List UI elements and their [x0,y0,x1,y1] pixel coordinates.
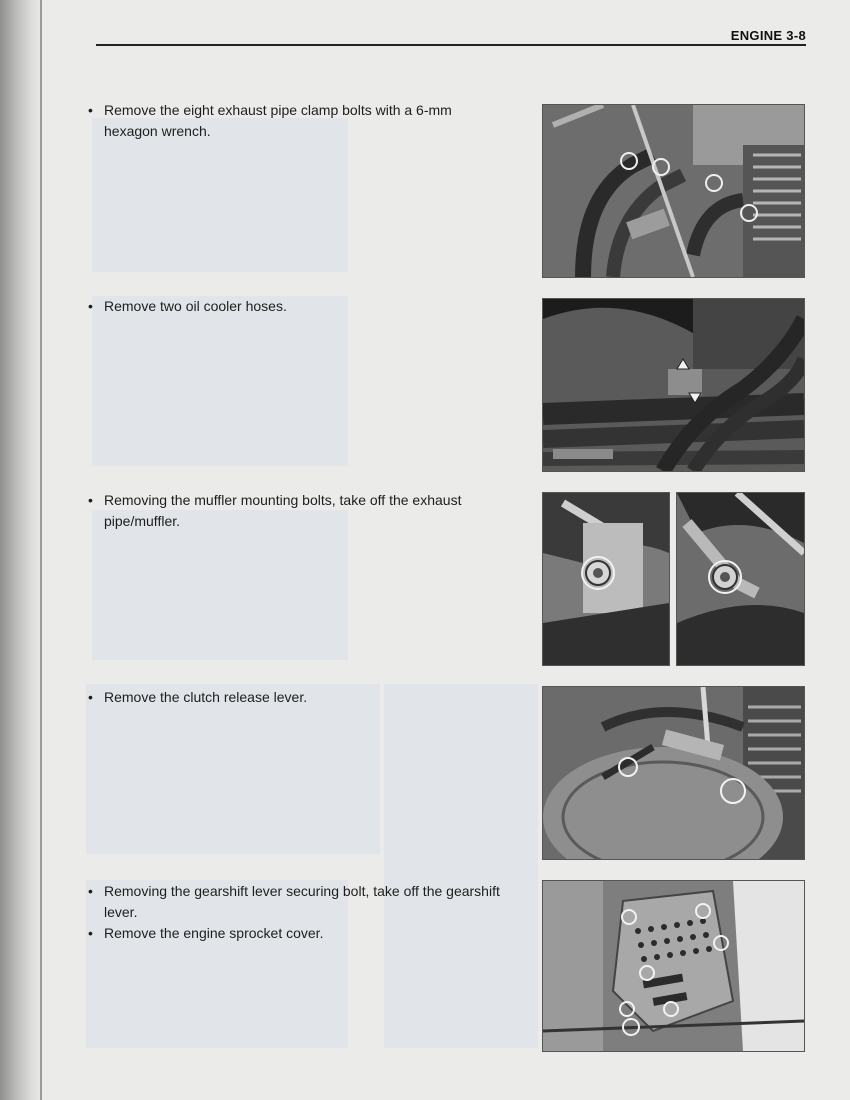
photo-muffler-mounting-bolt-front [542,492,670,666]
instruction-text: Removing the gearshift lever securing bolt, take off the gearshift lever. [104,883,500,920]
instruction-text: Remove two oil cooler hoses. [104,298,287,314]
step-remove-oil-cooler-hoses [88,296,518,317]
instruction-text: Remove the engine sprocket cover. [104,925,324,941]
photo-oil-cooler-hoses [542,298,805,472]
show-through-panel [86,684,380,854]
instruction-text: Removing the muffler mounting bolts, take off the exhaust pipe/muffler. [104,492,462,529]
instruction-line [88,296,518,317]
bullet-icon: • [88,102,93,118]
photo-engine-sprocket-cover [542,880,805,1052]
instruction-line [88,490,514,532]
photo-clutch-release-lever [542,686,805,860]
instruction-text: Remove the clutch release lever. [104,689,308,705]
bullet-icon: • [88,492,93,508]
instruction-line [88,687,518,708]
section-page-number: ENGINE 3-8 [730,28,806,43]
show-through-panel [384,684,538,1048]
instruction-line [88,100,508,142]
step-remove-clutch-release-lever [88,687,518,708]
bullet-icon: • [88,925,93,941]
bullet-icon: • [88,689,93,705]
page-binding-edge [40,0,42,1100]
page-header [96,26,806,46]
photo-exhaust-clamp-bolts [542,104,805,278]
step-remove-exhaust-clamp-bolts [88,100,508,142]
photo-muffler-mounting-bolt-rear [676,492,805,666]
instruction-line [88,923,516,944]
instruction-line [88,881,516,923]
header-rule [96,44,806,46]
step-remove-exhaust-muffler [88,490,514,532]
bullet-icon: • [88,298,93,314]
show-through-panel [92,296,348,466]
instruction-text: Remove the eight exhaust pipe clamp bolts with a 6-mm hexagon wrench. [104,102,452,139]
bullet-icon: • [88,883,93,899]
show-through-panel [92,510,348,660]
step-remove-gearshift-and-sprocket-cover [88,881,516,944]
page-binding-shadow [0,0,42,1100]
